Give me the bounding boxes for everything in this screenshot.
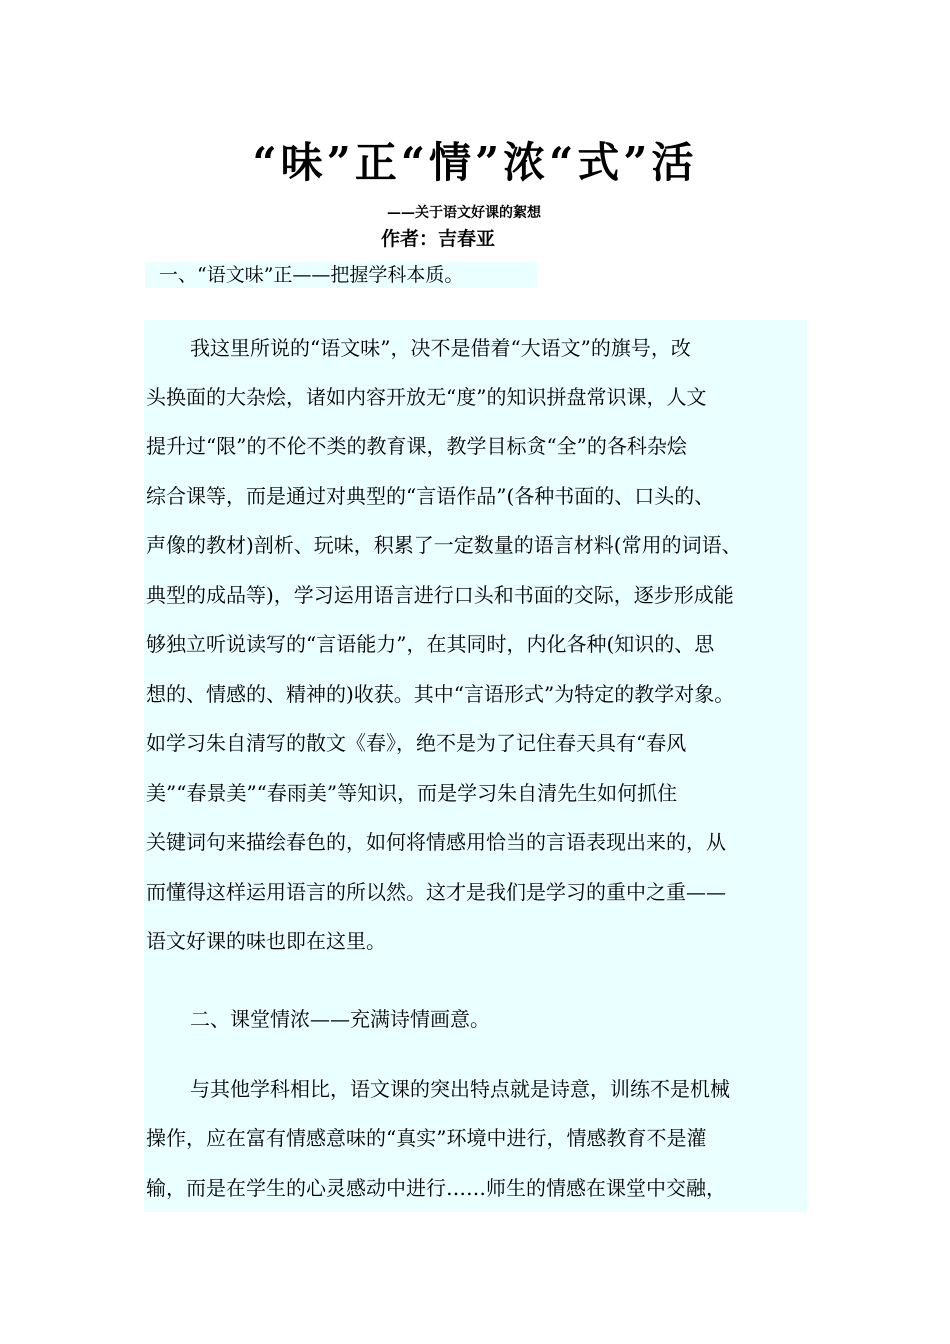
paragraph-1-line: 关键词句来描绘春色的，如何将情感用恰当的言语表现出来的，从 <box>146 830 726 854</box>
document-subtitle: ——关于语文好课的絮想 <box>387 205 541 221</box>
paragraph-1-line: 够独立听说读写的“言语能力”，在其同时，内化各种(知识的、思 <box>146 632 715 656</box>
body-text-block <box>144 320 807 1212</box>
paragraph-2-line: 输，而是在学生的心灵感动中进行……师生的情感在课堂中交融， <box>146 1176 726 1200</box>
document-title: “味”正“情”浓“式”活 <box>252 138 698 187</box>
paragraph-1-line: 综合课等，而是通过对典型的“言语作品”(各种书面的、口头的、 <box>146 484 715 508</box>
document-author: 作者：吉春亚 <box>380 228 495 250</box>
paragraph-2-line: 操作，应在富有情感意味的“真实”环境中进行，情感教育不是灌 <box>146 1126 707 1150</box>
paragraph-1-line: 提升过“限”的不伦不类的教育课，教学目标贪“全”的各科杂烩 <box>146 434 687 458</box>
paragraph-1-line: 想的、情感的、精神的)收获。其中“言语形式”为特定的教学对象。 <box>146 682 735 706</box>
paragraph-1-line: 头换面的大杂烩，诸如内容开放无“度”的知识拼盘常识课，人文 <box>146 385 707 409</box>
paragraph-1-line: 声像的教材)剖析、玩味，积累了一定数量的语言材料(常用的词语、 <box>146 533 742 557</box>
paragraph-1-line: 如学习朱自清写的散文《春》，绝不是为了记住春天具有“春风 <box>146 731 687 755</box>
section-2-heading: 二、课堂情浓——充满诗情画意。 <box>190 1007 490 1031</box>
section-1-heading: 一、“语文味”正——把握学科本质。 <box>145 262 537 288</box>
paragraph-1-line: 语文好课的味也即在这里。 <box>146 929 386 953</box>
paragraph-1-line: 而懂得这样运用语言的所以然。这才是我们是学习的重中之重—— <box>146 880 726 904</box>
paragraph-2-line: 与其他学科相比，语文课的突出特点就是诗意，训练不是机械 <box>190 1077 730 1101</box>
paragraph-1-line: 我这里所说的“语文味”，决不是借着“大语文”的旗号，改 <box>190 336 691 360</box>
paragraph-1-line: 美”“春景美”“春雨美”等知识，而是学习朱自清先生如何抓住 <box>146 781 678 805</box>
paragraph-1-line: 典型的成品等)，学习运用语言进行口头和书面的交际，逐步形成能 <box>146 583 734 607</box>
